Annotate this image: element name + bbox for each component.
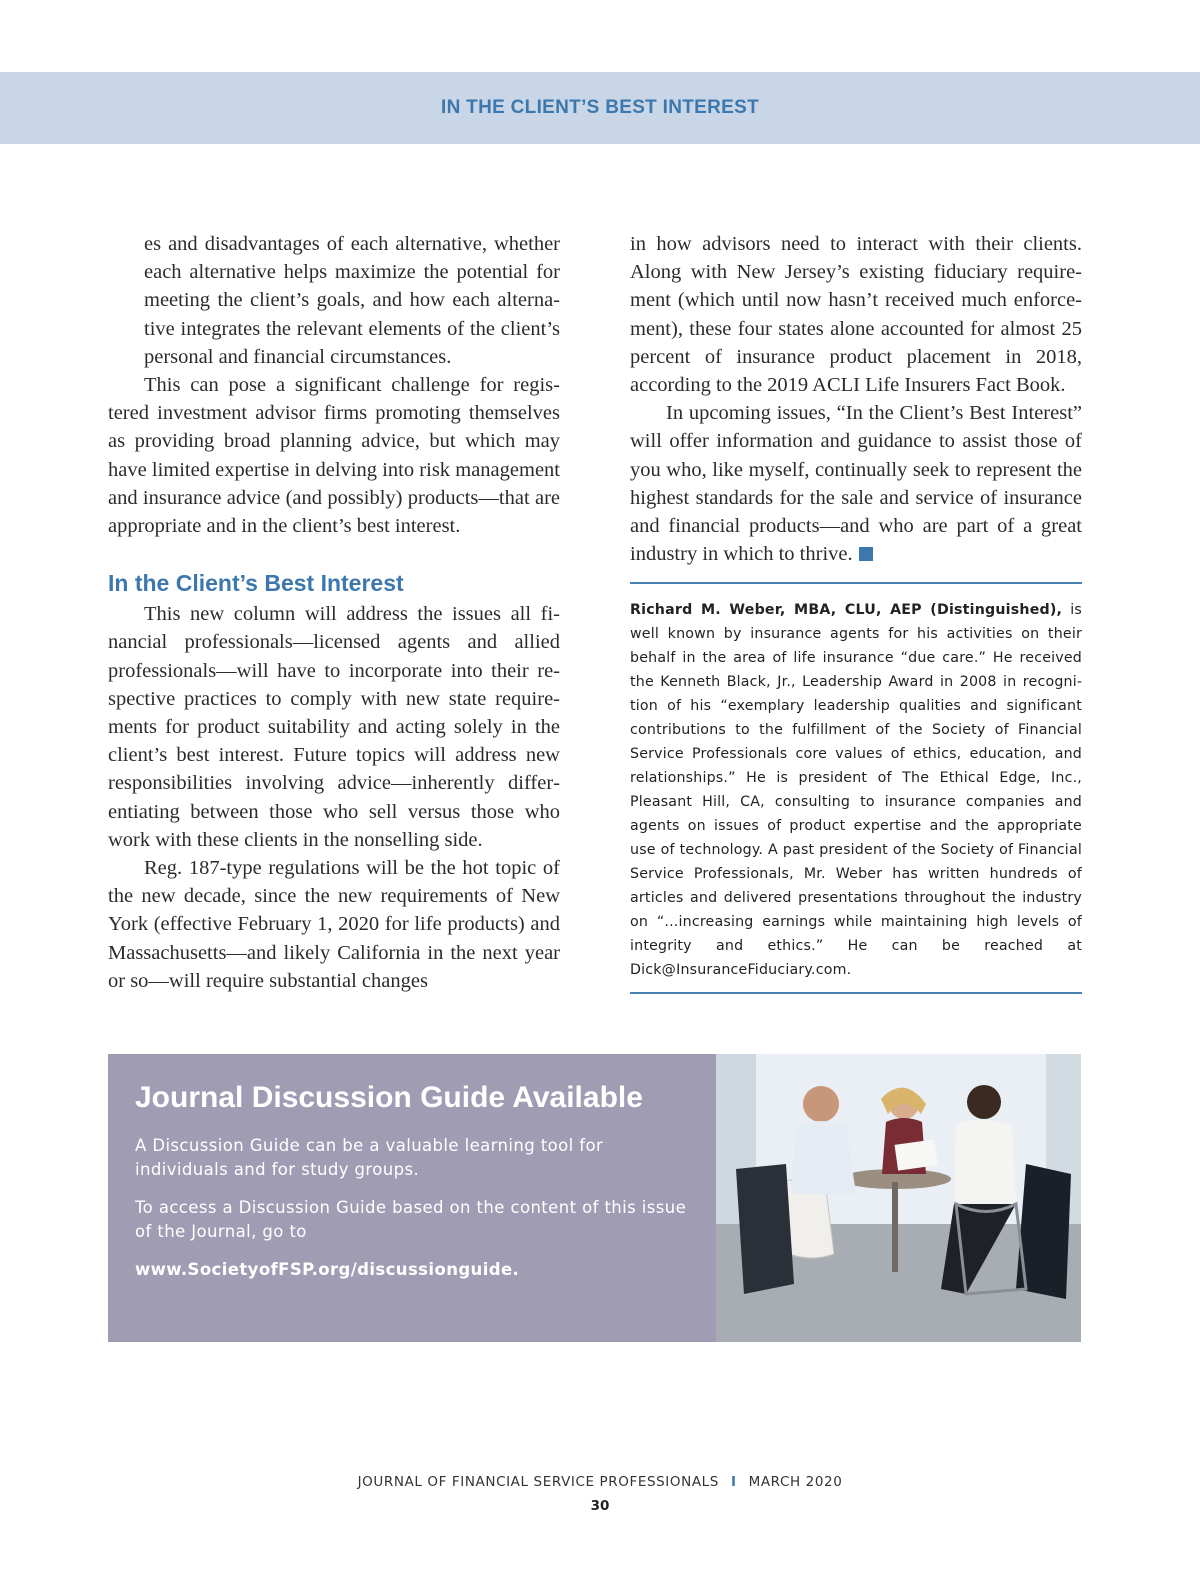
running-header-title: IN THE CLIENT’S BEST INTEREST	[441, 97, 759, 118]
right-column	[630, 230, 1082, 994]
discussion-guide-box	[108, 1054, 1081, 1342]
discussion-guide-link[interactable]: www.SocietyofFSP.org/discussionguide.	[135, 1260, 520, 1279]
left-column	[108, 230, 560, 995]
left-paragraph-1: es and disadvantages of each alternative, whether each alternative helps maximize the potential for meeting the client’s goals, and how each alternative integrates the relevant elements of the client’s personal and financial circumstances.	[144, 233, 560, 368]
left-paragraph-4: Reg. 187-type regulations will be the hot topic of the new decade, since the new requirements of New York (effective February 1, 2020 for life products) and Massachusetts—and likely California in the next year or so—will require substantial changes	[108, 857, 560, 992]
author-name: Richard M. Weber, MBA, CLU, AEP (Distinguished),	[630, 602, 1063, 619]
page-footer	[0, 1474, 1200, 1514]
footer-journal-name: JOURNAL OF FINANCIAL SERVICE PROFESSIONALS	[357, 1474, 719, 1490]
left-paragraph-3: This new column will address the issues all financial professionals—licensed agents and allied professionals—will have to incorporate into their respective practices to comply with new state requirements for product suitability and acting solely in the client’s best interest. Future topics will address new responsibilities involving advice—inherently differentiating between those who sell versus those who work with these clients in the nonselling side.	[108, 603, 560, 851]
discussion-guide-text-1: A Discussion Guide can be a valuable learning tool for individuals and for study groups.	[135, 1136, 604, 1179]
discussion-guide-title: Journal Discussion Guide Available	[135, 1081, 643, 1114]
business-meeting-illustration	[716, 1054, 1081, 1342]
bio-bottom-rule	[630, 992, 1082, 994]
author-bio	[630, 598, 1082, 992]
right-paragraph-1: in how advisors need to interact with their clients. Along with New Jersey’s existing fiduciary requirement (which until now hasn’t received much enforcement), these four states alone accounted for almost 25 percent of insurance product placement in 2018, according to the 2019 ACLI Life Insurers Fact Book.	[630, 233, 1082, 397]
footer-separator: I	[730, 1474, 737, 1490]
left-paragraph-2: This can pose a significant challenge for registered investment advisor firms promoting themselves as providing broad planning advice, but which may have limited expertise in delving into risk management and insurance advice (and possibly) products—that are appropriate and in the client’s best interest.	[108, 374, 560, 538]
right-paragraph-2-text: In upcoming issues, “In the Client’s Best Interest” will offer information and guidance to assist those of you who, like myself, continually seek to represent the highest standards for the sale and service of insurance and financial products—and who are part of a great industry in which to thrive.	[630, 402, 1082, 566]
header-band	[0, 72, 1200, 144]
right-paragraph-2	[630, 399, 1082, 568]
page-number: 30	[590, 1498, 610, 1514]
end-of-article-mark	[859, 547, 873, 561]
discussion-guide-text-2: To access a Discussion Guide based on the content of this issue of the Journal, go to	[135, 1198, 687, 1241]
section-heading: In the Client’s Best Interest	[108, 570, 404, 597]
author-bio-text: is well known by insurance agents for his activities on their behalf in the area of life insurance “due care.” He received the Kenneth Black, Jr., Leadership Award in 2008 in recognition of his “exemplary leadership qualities and significant contributions to the fulfillment of the Society of Financial Service Professionals core values of ethics, education, and relationships.” He is president of The Ethical Edge, Inc., Pleasant Hill, CA, consulting to insurance companies and agents on issues of product expertise and the appropriate use of technology. A past president of the Society of Financial Service Professionals, Mr. Weber has written hundreds of articles and delivered presentations throughout the industry on “...increasing earnings while maintaining high levels of integrity and ethics.” He can be reached at Dick@InsuranceFiduciary.com.	[630, 602, 1083, 979]
discussion-guide-text	[135, 1080, 695, 1296]
footer-date: MARCH 2020	[748, 1474, 843, 1490]
business-meeting-photo	[716, 1054, 1081, 1342]
bio-top-rule	[630, 582, 1082, 584]
footer-line	[0, 1474, 1200, 1490]
